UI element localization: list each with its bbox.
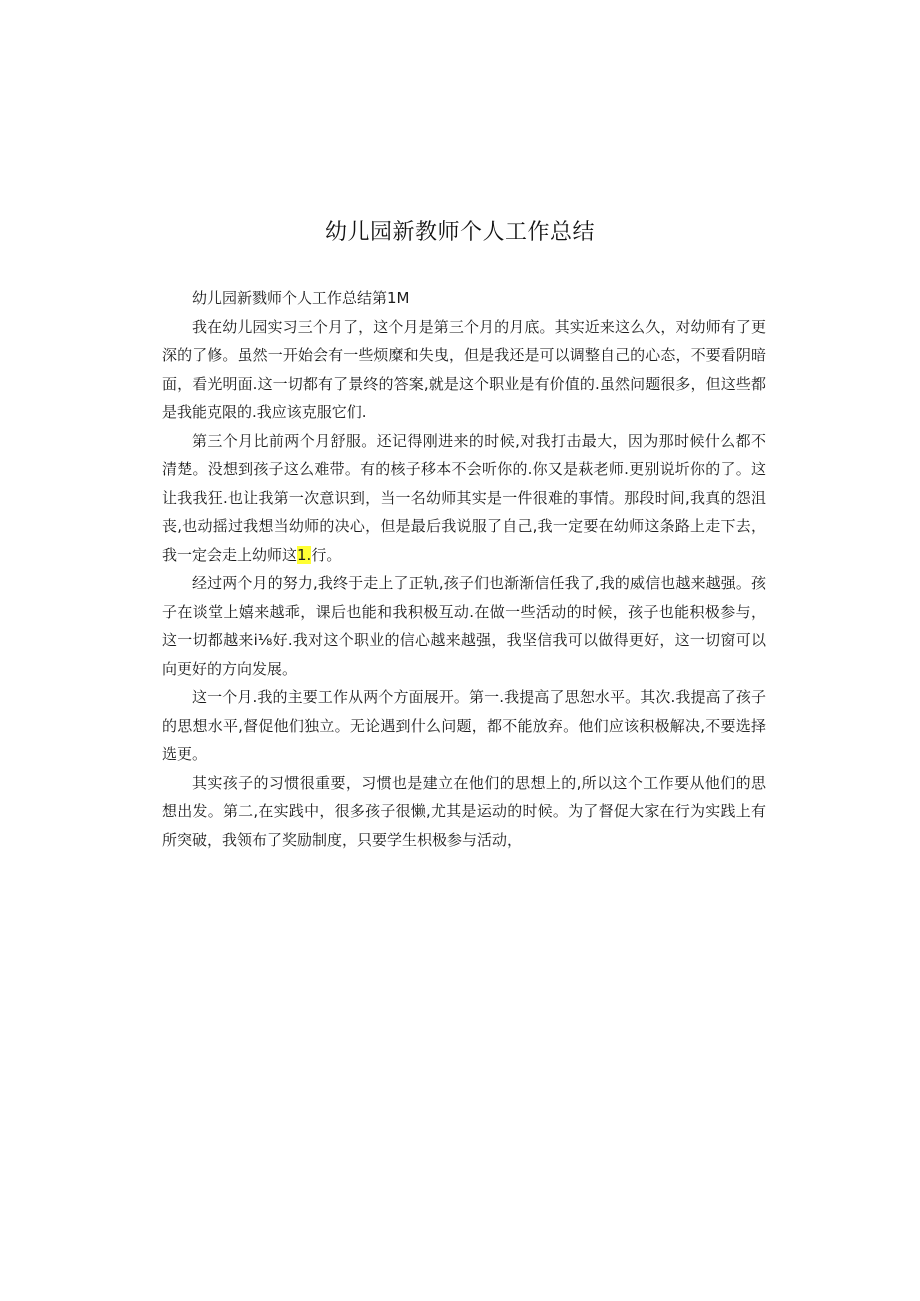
paragraph-2-end: 行。 (311, 545, 342, 564)
paragraph-4: 这一个月.我的主要工作从两个方面展开。第一.我提高了思恕水平。其次.我提高了孩子的思想水平,督促他们独立。无论遇到什么问题，都不能放弃。他们应该积极解决,不要选择选更。 (162, 688, 766, 763)
document-title: 幼儿园新教师个人工作总结 (324, 220, 595, 245)
highlighted-text: 1. (297, 545, 312, 564)
paragraph-2 (162, 427, 766, 570)
document-subtitle: 幼儿园新戮师个人工作总结第1M (192, 289, 410, 307)
paragraph-1: 我在幼儿园实习三个月了，这个月是第三个月的月底。其实近来这么久，对幼师有了更深的了修。虽然一开始会有一些烦糜和失曳，但是我还是可以调整自己的心态，不要看阴暗面，看光明面.这一切都有了景终的答案,就是这个职业是有价值的.虽然问题很多，但这些都是我能克限的.我应该克服它们. (162, 317, 766, 421)
paragraph-5: 其实孩子的习惯很重要，习惯也是建立在他们的思想上的,所以这个工作要从他们的思想出发。第二,在实践中，很多孩子很懒,尤其是运动的时候。为了督促大家在行为实践上有所突破，我领布了奖励制度，只要学生枳极参与活动， (162, 773, 766, 849)
document-body (162, 284, 766, 854)
paragraph-3: 经过两个月的努力,我终于走上了正轨,孩子们也渐渐信任我了,我的威信也越来越强。孩子在谈堂上嬉来越乖，课后也能和我积极互动.在做一些活动的时候，孩子也能积极参与，这一切都越来i⅛好.我对这个职业的信心越来越强，我坚信我可以做得更好，这一切窗可以向更好的方向发展。 (162, 574, 766, 678)
paragraph-2-text: 第三个月比前两个月舒服。还记得刚进来的时候,对我打击最大，因为那时候什么都不清楚。没想到孩子这么难带。有的核子移本不会听你的.你又是萩老师.更别说圻你的了。这让我我狂.也让我第一次意识到，当一名幼师其实是一件很难的事情。那段时间,我真的怨沮丧,也动摇过我想当幼师的决心，但是最后我说服了自己,我一定要在幼师这条路上走下去，我一定会走上幼师这 (162, 431, 766, 564)
